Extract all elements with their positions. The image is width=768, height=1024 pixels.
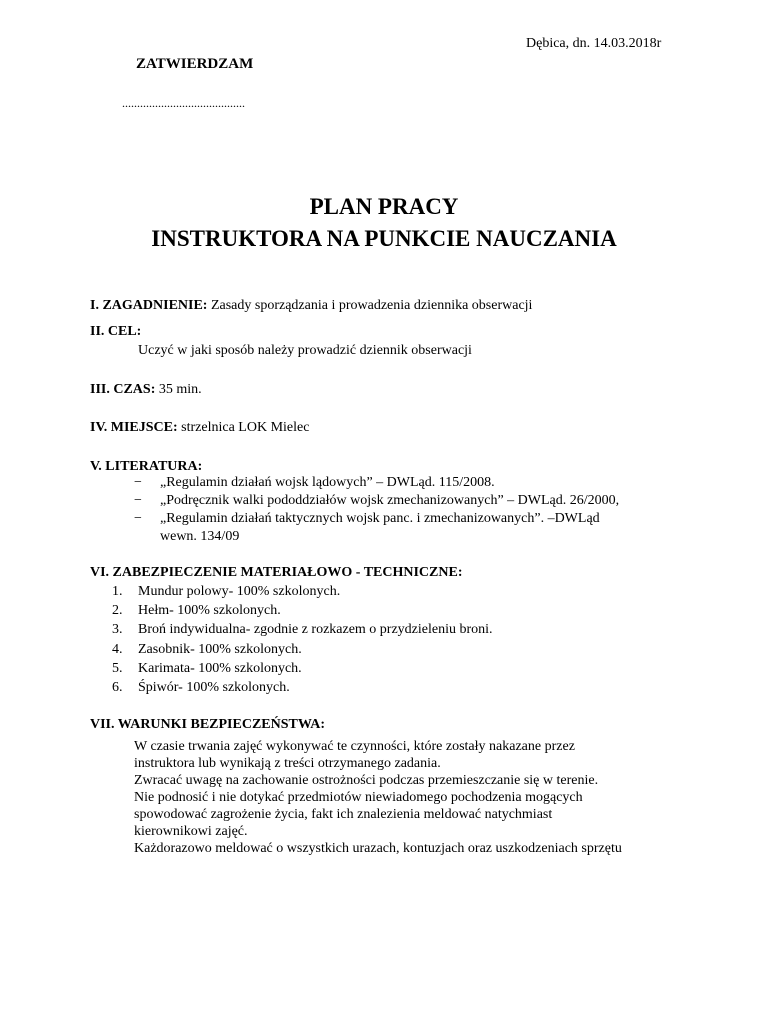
section-equipment-label: VI. ZABEZPIECZENIE MATERIAŁOWO - TECHNICZNE: bbox=[90, 565, 463, 580]
list-item: 4. Zasobnik- 100% szkolonych. bbox=[112, 642, 302, 657]
safety-paragraph: W czasie trwania zajęć wykonywać te czynności, które zostały nakazane przez instruktora lub wynikają z treści otrzymanego zadania. Zwracać uwagę na zachowanie ostrożności podczas przemieszczanie się w terenie. Nie podnosić i nie dotykać przedmiotów niewiadomego pochodzenia mogących spowodować zagrożenie życia, fakt ich znalezienia meldować natychmiast kierownikowi zajęć. Każdorazowo meldować o wszystkich urazach, kontuzjach oraz uszkodzeniach sprzętu bbox=[134, 739, 622, 856]
section-goal-label: II. CEL: bbox=[90, 324, 142, 339]
section-time bbox=[90, 382, 202, 398]
section-literature bbox=[90, 459, 202, 475]
section-safety bbox=[90, 717, 325, 733]
list-item: − „Podręcznik walki pododdziałów wojsk zmechanizowanych” – DWLąd. 26/2000, bbox=[134, 493, 620, 508]
dash-bullet: − bbox=[134, 493, 142, 508]
list-item: 2. Hełm- 100% szkolonych. bbox=[112, 603, 281, 618]
section-place bbox=[90, 420, 309, 436]
section-equipment bbox=[90, 565, 463, 581]
list-item: 1. Mundur polowy- 100% szkolonych. bbox=[112, 584, 341, 599]
signature-line: ......................................... bbox=[122, 96, 245, 110]
section-topic-text: Zasady sporządzania i prowadzenia dziennika obserwacji bbox=[207, 298, 533, 313]
approval-label: ZATWIERDZAM bbox=[136, 56, 254, 72]
dash-bullet: − bbox=[134, 475, 142, 490]
page-title: PLAN PRACY bbox=[309, 194, 459, 219]
section-place-text: strzelnica LOK Mielec bbox=[177, 420, 310, 435]
list-item: 6. Śpiwór- 100% szkolonych. bbox=[112, 680, 290, 695]
section-safety-label: VII. WARUNKI BEZPIECZEŃSTWA: bbox=[90, 717, 326, 732]
list-item: − „Regulamin działań wojsk lądowych” – DWLąd. 115/2008. bbox=[134, 475, 495, 490]
section-time-label: III. CZAS: bbox=[90, 382, 156, 397]
section-topic-label: I. ZAGADNIENIE: bbox=[90, 298, 208, 313]
section-literature-label: V. LITERATURA: bbox=[90, 459, 203, 474]
list-item: − „Regulamin działań taktycznych wojsk panc. i zmechanizowanych”. –DWLąd bbox=[134, 511, 600, 526]
list-item: 5. Karimata- 100% szkolonych. bbox=[112, 661, 302, 676]
section-topic bbox=[90, 298, 532, 314]
section-goal-text: Uczyć w jaki sposób należy prowadzić dziennik obserwacji bbox=[138, 343, 472, 358]
section-place-label: IV. MIEJSCE: bbox=[90, 420, 178, 435]
document-date: Dębica, dn. 14.03.2018r bbox=[526, 36, 662, 51]
list-item-continuation: wewn. 134/09 bbox=[160, 529, 240, 544]
section-goal bbox=[90, 324, 141, 340]
page-subtitle: INSTRUKTORA NA PUNKCIE NAUCZANIA bbox=[151, 226, 617, 251]
dash-bullet: − bbox=[134, 511, 142, 526]
list-item: 3. Broń indywidualna- zgodnie z rozkazem o przydzieleniu broni. bbox=[112, 622, 493, 637]
section-time-text: 35 min. bbox=[155, 382, 202, 397]
